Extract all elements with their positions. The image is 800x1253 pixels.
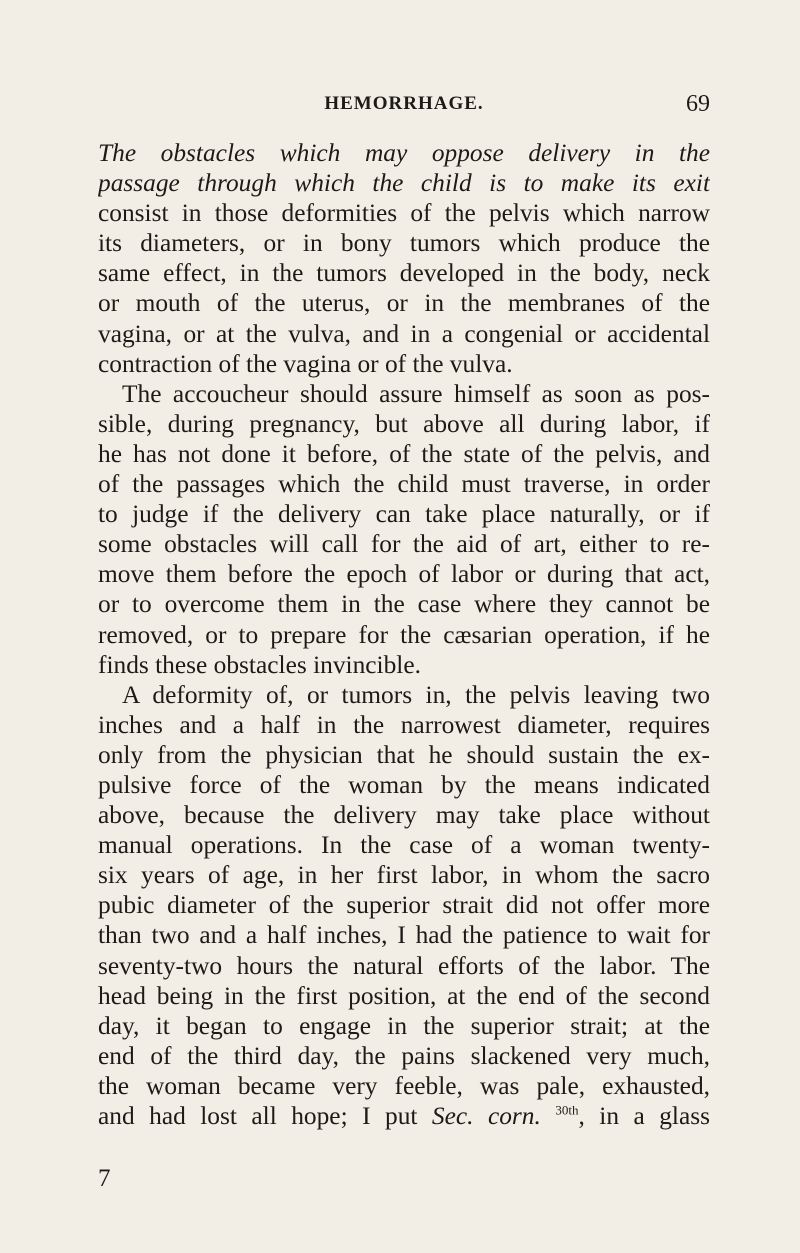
text-line: same effect, in the tumors developed in the body, neck — [98, 259, 710, 288]
text-line: finds these obstacles invincible. — [98, 650, 421, 679]
text-line: seventy-two hours the natural efforts of the labor. The — [98, 951, 710, 980]
final-line-after: , in a glass — [578, 1102, 710, 1130]
text-line: removed, or to prepare for the cæsarian operation, if he — [98, 620, 710, 649]
final-line-superscript: 30th — [555, 1102, 579, 1118]
text-line: pulsive force of the woman by the means indicated — [98, 770, 710, 799]
text-line: he has not done it before, of the state of the pelvis, and — [98, 439, 710, 468]
text-line: move them before the epoch of labor or during that act, — [98, 560, 710, 589]
text-line: or to overcome them in the case where they cannot be — [98, 590, 710, 619]
text-line: contraction of the vagina or of the vulva. — [98, 349, 513, 378]
text-line: inches and a half in the narrowest diameter, requires — [98, 710, 710, 739]
final-line-italic: Sec. corn. — [431, 1102, 541, 1130]
running-head — [98, 93, 710, 123]
text-line: to judge if the delivery can take place naturally, or if — [98, 500, 710, 529]
final-line-before: and had lost all hope; I put — [98, 1102, 432, 1130]
text-line: consist in those deformities of the pelvis which narrow — [98, 199, 710, 228]
text-line: manual operations. In the case of a woman twenty- — [98, 831, 710, 860]
text-line: of the passages which the child must traverse, in order — [98, 470, 710, 499]
body-text — [98, 138, 710, 1131]
text-line: end of the third day, the pains slackened very much, — [98, 1041, 710, 1070]
text-line: The obstacles which may oppose delivery in the — [98, 139, 710, 167]
text-line: head being in the first position, at the end of the second — [98, 981, 710, 1010]
page-number: 69 — [686, 91, 710, 117]
text-line: or mouth of the uterus, or in the membranes of the — [98, 289, 710, 318]
text-line: vagina, or at the vulva, and in a congenial or accidental — [98, 319, 710, 348]
text-line: than two and a half inches, I had the patience to wait for — [98, 921, 710, 950]
text-line: its diameters, or in bony tumors which produce the — [98, 229, 710, 258]
text-line: six years of age, in her first labor, in whom the sacro — [98, 861, 710, 890]
text-line: only from the physician that he should sustain the ex- — [98, 740, 710, 769]
text-line: above, because the delivery may take place without — [98, 801, 710, 830]
text-line — [98, 1101, 710, 1131]
text-line: some obstacles will call for the aid of art, either to re- — [98, 530, 710, 559]
text-line: A deformity of, or tumors in, the pelvis leaving two — [122, 680, 710, 709]
page-header-title: HEMORRHAGE. — [324, 93, 484, 114]
text-line: day, it began to engage in the superior strait; at the — [98, 1011, 710, 1040]
text-line: passage through which the child is to make its exit — [98, 169, 710, 198]
text-line: The accoucheur should assure himself as soon as pos- — [122, 379, 710, 408]
signature-mark: 7 — [98, 1165, 111, 1192]
text-line: sible, during pregnancy, but above all during labor, if — [98, 409, 710, 438]
text-line: the woman became very feeble, was pale, exhausted, — [98, 1071, 710, 1100]
text-line: pubic diameter of the superior strait did not offer more — [98, 891, 710, 920]
